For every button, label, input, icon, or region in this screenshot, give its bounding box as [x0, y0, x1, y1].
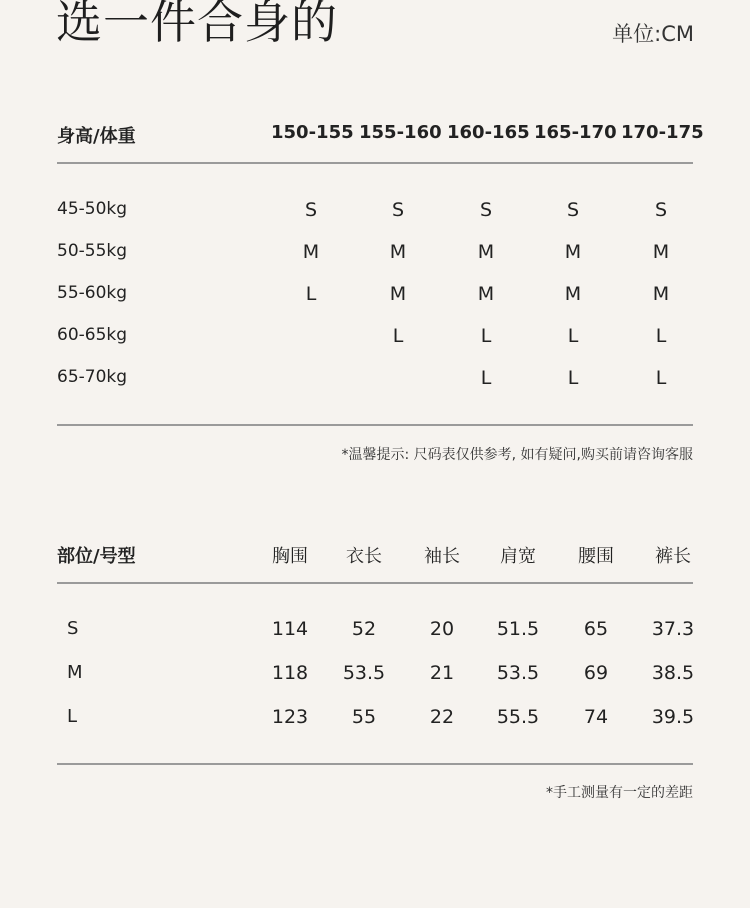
size-cell: L [567, 325, 579, 347]
height-column-header: 155-160 [359, 122, 442, 143]
weight-label: 65-70kg [57, 367, 128, 387]
table-row [57, 325, 693, 355]
length-value: 53.5 [342, 662, 386, 684]
height-column-header: 160-165 [447, 122, 530, 143]
size-cell: L [567, 367, 579, 389]
size-cell: M [564, 241, 582, 263]
size-cell: M [477, 283, 495, 305]
pants-length-value: 37.3 [651, 618, 695, 640]
size-chart-header-row [57, 122, 704, 152]
size-cell: L [480, 367, 492, 389]
size-label: M [67, 662, 83, 683]
size-label: S [67, 618, 79, 639]
measurement-column-header: 肩宽 [500, 546, 536, 567]
sleeve-value: 21 [429, 662, 455, 684]
chest-value: 118 [271, 662, 309, 684]
table-row [57, 706, 693, 736]
size-cell: L [655, 325, 667, 347]
sleeve-value: 20 [429, 618, 455, 640]
chest-value: 114 [271, 618, 309, 640]
size-cell: L [305, 283, 317, 305]
chest-value: 123 [271, 706, 309, 728]
weight-label: 55-60kg [57, 283, 128, 303]
length-value: 55 [351, 706, 377, 728]
size-cell: S [479, 199, 493, 221]
size-cell: M [652, 241, 670, 263]
size-chart-bottom-divider [57, 424, 693, 426]
size-cell: L [655, 367, 667, 389]
table-row [57, 662, 693, 692]
shoulder-value: 51.5 [496, 618, 540, 640]
table-row [57, 241, 693, 271]
size-cell: M [564, 283, 582, 305]
measurement-top-divider [57, 582, 693, 584]
measurement-note: *手工测量有一定的差距 [546, 785, 693, 801]
size-cell: M [389, 241, 407, 263]
height-column-header: 170-175 [621, 122, 704, 143]
waist-value: 74 [583, 706, 609, 728]
size-cell: L [480, 325, 492, 347]
waist-value: 69 [583, 662, 609, 684]
weight-label: 60-65kg [57, 325, 128, 345]
size-cell: M [477, 241, 495, 263]
shoulder-value: 53.5 [496, 662, 540, 684]
measurement-column-header: 衣长 [346, 546, 382, 567]
measurement-corner-label: 部位/号型 [57, 546, 136, 567]
table-row [57, 618, 693, 648]
weight-label: 45-50kg [57, 199, 128, 219]
measurement-column-header: 袖长 [424, 546, 460, 567]
pants-length-value: 38.5 [651, 662, 695, 684]
measurement-column-header: 胸围 [272, 546, 308, 567]
size-cell: M [652, 283, 670, 305]
measurement-column-header: 腰围 [578, 546, 614, 567]
height-column-header: 165-170 [534, 122, 617, 143]
size-cell: M [389, 283, 407, 305]
size-cell: S [654, 199, 668, 221]
size-chart-corner-label: 身高/体重 [57, 126, 136, 147]
shoulder-value: 55.5 [496, 706, 540, 728]
length-value: 52 [351, 618, 377, 640]
size-cell: L [392, 325, 404, 347]
table-row [57, 367, 693, 397]
size-label: L [67, 706, 78, 727]
size-chart-note: *温馨提示: 尺码表仅供参考, 如有疑问,购买前请咨询客服 [341, 447, 693, 463]
size-cell: S [566, 199, 580, 221]
waist-value: 65 [583, 618, 609, 640]
size-cell: S [304, 199, 318, 221]
measurement-column-header: 裤长 [655, 546, 691, 567]
unit-label: 单位:CM [612, 22, 694, 46]
weight-label: 50-55kg [57, 241, 128, 261]
height-column-header: 150-155 [271, 122, 354, 143]
measurement-bottom-divider [57, 763, 693, 765]
sleeve-value: 22 [429, 706, 455, 728]
measurement-header-row [57, 542, 693, 572]
page-title: 选一件合身的 [56, 0, 338, 49]
size-cell: M [302, 241, 320, 263]
table-row [57, 283, 693, 313]
pants-length-value: 39.5 [651, 706, 695, 728]
size-chart-top-divider [57, 162, 693, 164]
table-row [57, 199, 693, 229]
size-cell: S [391, 199, 405, 221]
